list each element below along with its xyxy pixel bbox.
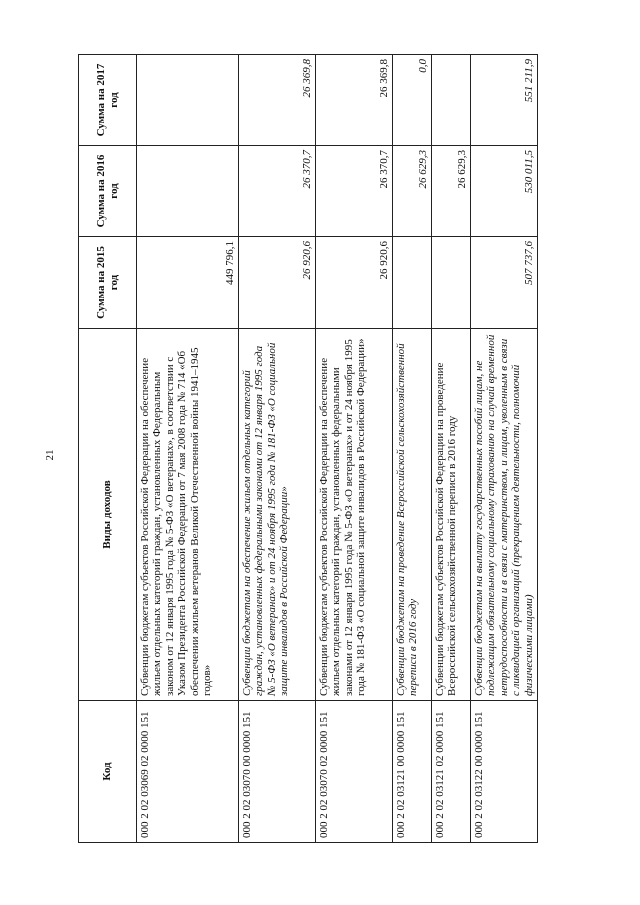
row-code: 000 2 02 03070 00 0000 151 <box>239 701 316 843</box>
row-sum-2015 <box>393 237 432 329</box>
row-sum-2017 <box>137 55 239 146</box>
page-number: 21 <box>44 449 56 461</box>
row-sum-2015 <box>432 237 471 329</box>
row-sum-2016: 26 629,3 <box>432 146 471 237</box>
row-description: Субвенции бюджетам субъектов Российской Федерации на обеспечение жильем отдельных категорий граждан, установленных федеральными законами от 12 января 1995 года № 5-ФЗ «О ветеранах» и от 24 ноября 1995 года № 181-ФЗ «О социальной защите инвалидов в Российской Федерации» <box>316 329 393 701</box>
table-row <box>432 55 471 843</box>
revenue-table <box>78 54 538 843</box>
header-sum-2015: Сумма на 2015 год <box>79 237 137 329</box>
row-code: 000 2 02 03122 00 0000 151 <box>471 701 538 843</box>
table-row <box>137 55 239 843</box>
row-description: Субвенции бюджетам субъектов Российской Федерации на обеспечение жильем отдельных категорий граждан, установленных Федеральным законом от 12 января 1995 года № 5-ФЗ «О ветеранах», в соответствии с Указом Президента Российской Федерации от 7 мая 2008 года № 714 «Об обеспечении жильем ветеранов Великой Отечественной войны 1941–1945 годов» <box>137 329 239 701</box>
row-code: 000 2 02 03121 02 0000 151 <box>432 701 471 843</box>
table-row <box>471 55 538 843</box>
row-description: Субвенции бюджетам на выплату государственных пособий лицам, не подлежащим обязательному социальному страхованию на случай временной нетрудоспособности и в связи с материнством, и лицам, уволенным в связи с ликвидацией организаций (прекращением деятельности, полномочий физическими лицами) <box>471 329 538 701</box>
row-code: 000 2 02 03121 00 0000 151 <box>393 701 432 843</box>
row-sum-2017: 0,0 <box>393 55 432 146</box>
header-code: Код <box>79 701 137 843</box>
row-sum-2015: 507 737,6 <box>471 237 538 329</box>
row-sum-2017 <box>432 55 471 146</box>
header-kind: Виды доходов <box>79 329 137 701</box>
row-sum-2016: 26 370,7 <box>316 146 393 237</box>
row-code: 000 2 02 03069 02 0000 151 <box>137 701 239 843</box>
row-sum-2016: 26 370,7 <box>239 146 316 237</box>
row-code: 000 2 02 03070 02 0000 151 <box>316 701 393 843</box>
table-row <box>393 55 432 843</box>
row-sum-2017: 26 369,8 <box>316 55 393 146</box>
row-description: Субвенции бюджетам на проведение Всероссийской сельскохозяйственной переписи в 2016 году <box>393 329 432 701</box>
row-sum-2017: 551 211,9 <box>471 55 538 146</box>
table-row <box>239 55 316 843</box>
row-sum-2016: 530 011,5 <box>471 146 538 237</box>
table-row <box>316 55 393 843</box>
row-sum-2016: 26 629,3 <box>393 146 432 237</box>
row-sum-2015: 449 796,1 <box>137 237 239 329</box>
revenue-table-container <box>78 55 534 843</box>
row-sum-2016 <box>137 146 239 237</box>
header-sum-2016: Сумма на 2016 год <box>79 146 137 237</box>
row-description: Субвенции бюджетам на обеспечение жильем отдельных категорий граждан, установленных федеральными законами от 12 января 1995 года № 5-ФЗ «О ветеранах» и от 24 ноября 1995 года № 181-ФЗ «О социальной защите инвалидов в Российской Федерации» <box>239 329 316 701</box>
row-description: Субвенции бюджетам субъектов Российской Федерации на проведение Всероссийской сельскохозяйственной переписи в 2016 году <box>432 329 471 701</box>
row-sum-2015: 26 920,6 <box>239 237 316 329</box>
header-sum-2017: Сумма на 2017 год <box>79 55 137 146</box>
row-sum-2015: 26 920,6 <box>316 237 393 329</box>
row-sum-2017: 26 369,8 <box>239 55 316 146</box>
